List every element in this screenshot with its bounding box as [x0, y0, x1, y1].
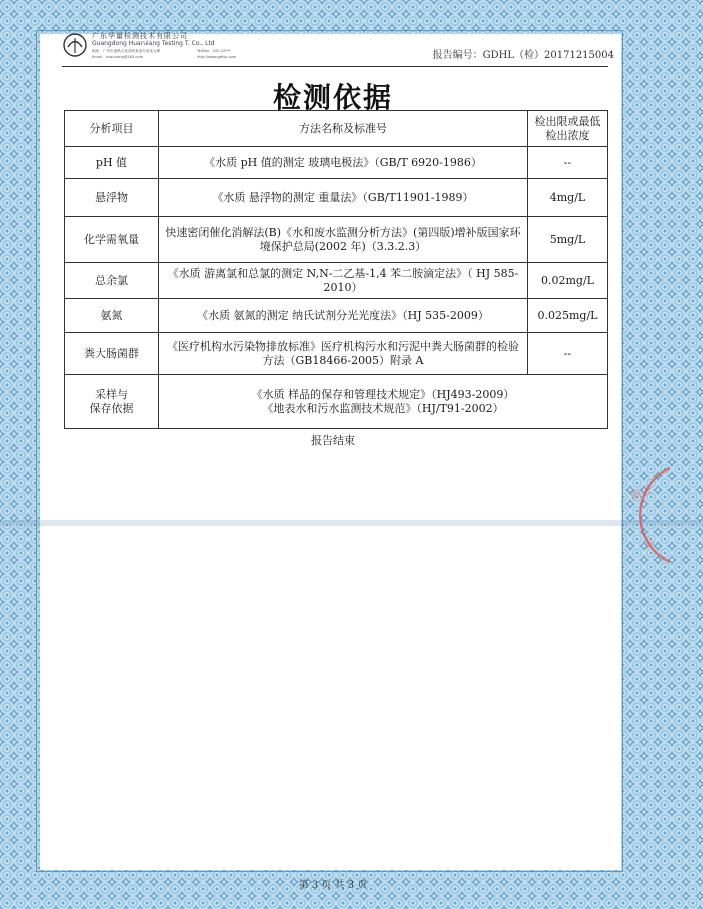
- cell-item: [65, 375, 159, 429]
- cell-method: 《水质 pH 值的测定 玻璃电极法》（GB/T 6920-1986）: [159, 147, 528, 179]
- svg-text:限公: 限公: [628, 483, 654, 503]
- header-cell-limit: 检出限或最低检出浓度: [528, 111, 608, 147]
- company-website: http://www.gdhjc.com: [197, 55, 237, 59]
- header-cell-method: 方法名称及标准号: [159, 111, 528, 147]
- company-seal-icon: [592, 460, 672, 570]
- cell-limit: 0.025mg/L: [528, 299, 608, 333]
- cell-limit: --: [528, 333, 608, 375]
- company-address: 地址：广州市番禺区某某路某某号某某大厦: [92, 49, 161, 53]
- sampling-item-line2: 保存依据: [89, 401, 134, 415]
- table-row-sampling: [65, 375, 608, 429]
- table-row: [65, 333, 608, 375]
- table-row: [65, 179, 608, 217]
- test-basis-table: [64, 110, 608, 429]
- cell-method: 《医疗机构水污染物排放标准》医疗机构污水和污泥中粪大肠菌群的检验方法（GB18466-2005）附录 A: [159, 333, 528, 375]
- page-title: 检测依据: [272, 81, 393, 114]
- cell-item: 总余氯: [65, 263, 159, 299]
- letterhead: [62, 30, 622, 68]
- header-divider: [62, 66, 608, 67]
- sampling-method-line2: 《地表水和污水监测技术规范》（HJ/T91-2002）: [262, 401, 504, 415]
- company-name-en: Guangdong Huaruiang Testing T. Co., Ltd: [92, 40, 215, 47]
- report-page: [44, 30, 622, 891]
- cell-method: 快速密闭催化消解法(B)《水和废水监测分析方法》(第四版)增补版国家环境保护总局(2002 年)（3.3.2.3）: [159, 217, 528, 263]
- svg-text:司: 司: [639, 535, 657, 552]
- cell-item: 悬浮物: [65, 179, 159, 217]
- report-number: 报告编号：GDHL（检）20171215004: [432, 50, 614, 61]
- page-number: 第 3 页 共 3 页: [298, 880, 368, 891]
- cell-item: pH 值: [65, 147, 159, 179]
- cell-method: 《水质 游离氯和总氯的测定 N,N-二乙基-1,4 苯二胺滴定法》（ HJ 585-2010）: [159, 263, 528, 299]
- cell-method: 《水质 悬浮物的测定 重量法》（GB/T11901-1989）: [159, 179, 528, 217]
- table-row: [65, 147, 608, 179]
- sampling-method-line1: 《水质 样品的保存和管理技术规定》（HJ493-2009）: [251, 387, 515, 401]
- company-email: Email：huaruiang@163.com: [92, 55, 144, 59]
- cell-method: 《水质 氨氮的测定 纳氏试剂分光光度法》（HJ 535-2009）: [159, 299, 528, 333]
- cell-item: 化学需氧量: [65, 217, 159, 263]
- cell-limit: 5mg/L: [528, 217, 608, 263]
- company-name-cn: 广东华量检测技术有限公司: [92, 32, 188, 40]
- table-row: [65, 263, 608, 299]
- table-header-row: [65, 111, 608, 147]
- cell-limit: 0.02mg/L: [528, 263, 608, 299]
- cell-item: 粪大肠菌群: [65, 333, 159, 375]
- header-cell-item: 分析项目: [65, 111, 159, 147]
- cell-method: [159, 375, 608, 429]
- report-end-note: 报告结束: [311, 434, 355, 447]
- cell-limit: --: [528, 147, 608, 179]
- table-row: [65, 217, 608, 263]
- cell-item: 氨氮: [65, 299, 159, 333]
- cell-limit: 4mg/L: [528, 179, 608, 217]
- table-row: [65, 299, 608, 333]
- company-logo-icon: [62, 32, 88, 58]
- company-tel: Tel/Fax：020-22***: [197, 49, 231, 53]
- sampling-item-line1: 采样与: [95, 387, 128, 401]
